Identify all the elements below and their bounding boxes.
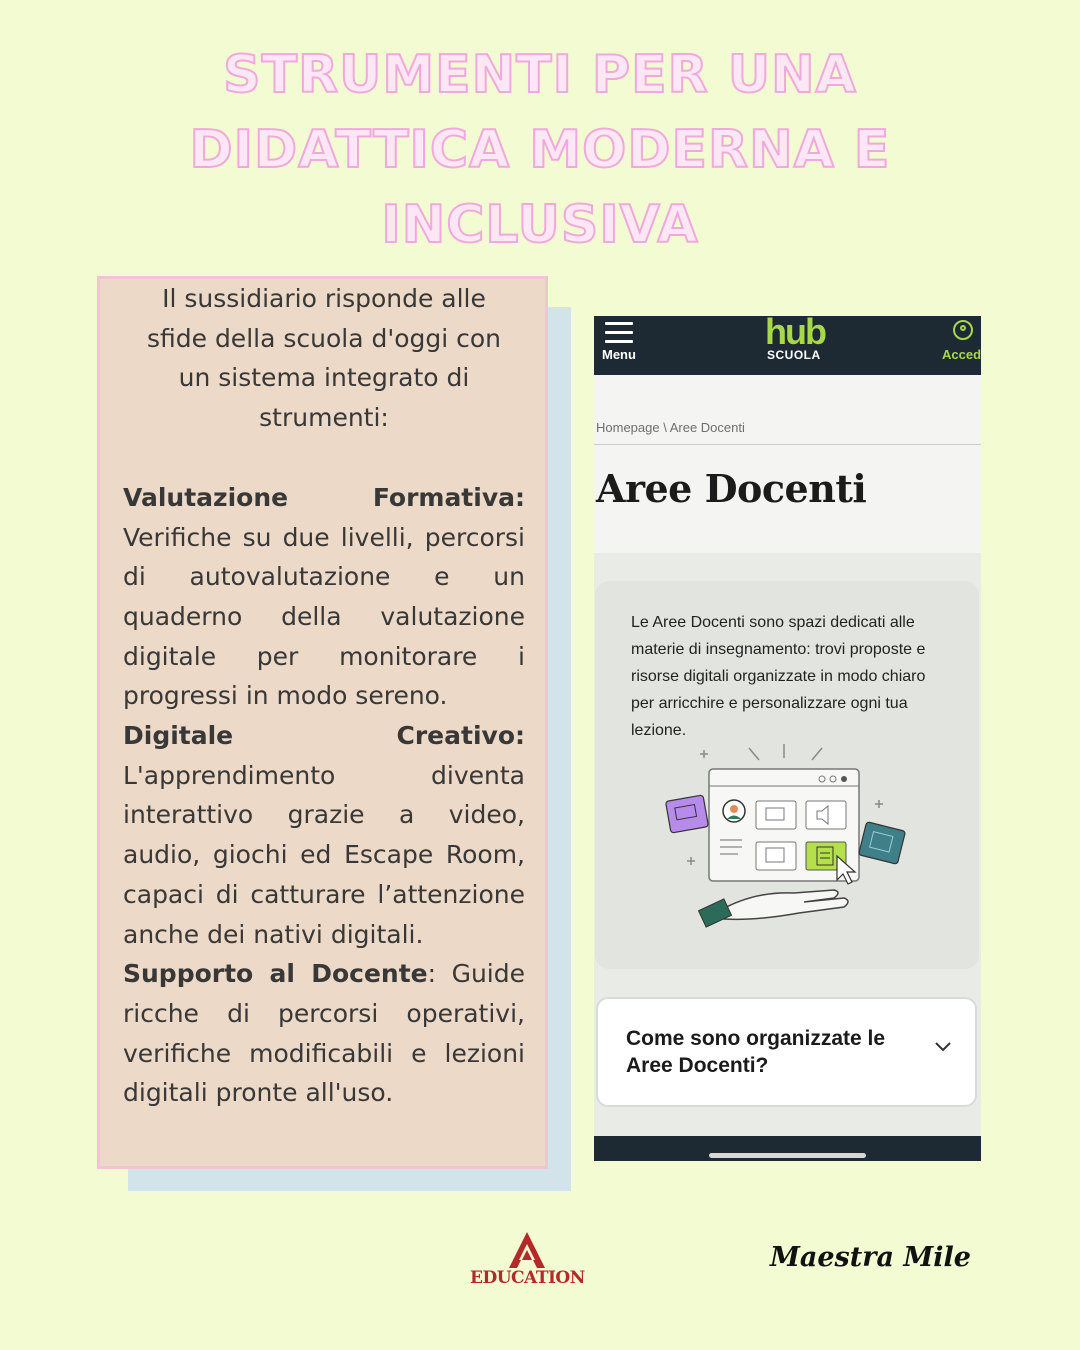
- section-heading: Valutazione Formativa:: [123, 482, 525, 512]
- app-header: [594, 316, 981, 375]
- phone-page-title: Aree Docenti: [596, 466, 867, 511]
- section-supporto: [123, 954, 525, 1113]
- section-body: Verifiche su due livelli, percorsi di autovalutazione e un quaderno della valutazione digitale per monitorare i progressi in modo sereno.: [123, 522, 525, 711]
- mondadori-logo-icon: [505, 1230, 549, 1270]
- faq-question: Come sono organizzate le Aree Docenti?: [626, 1027, 886, 1077]
- chevron-down-icon: [934, 1041, 952, 1053]
- section-body: : Guide ricche di percorsi operativi, verifiche modificabili e lezioni digitali pronte all'uso.: [123, 959, 525, 1108]
- faq-accordion[interactable]: [596, 997, 977, 1107]
- home-indicator: [709, 1153, 866, 1158]
- hub-logo-sub: SCUOLA: [767, 348, 821, 362]
- author-signature: Maestra Mile: [770, 1242, 971, 1273]
- page-title: STRUMENTI PER UNA DIDATTICA MODERNA E INCLUSIVA: [189, 45, 891, 255]
- section-digitale: [123, 716, 525, 954]
- phone-info-text: Le Aree Docenti sono spazi dedicati alle materie di insegnamento: trovi proposte e risorse digitali organizzate in modo chiaro per arricchire e personalizzare ogni tua lezione.: [631, 614, 926, 739]
- teacher-area-illustration-icon: [654, 736, 914, 936]
- breadcrumb[interactable]: Homepage \ Aree Docenti: [596, 420, 745, 435]
- section-heading: Supporto al Docente: [123, 959, 428, 989]
- section-body: L'apprendimento diventa interattivo grazie a video, audio, giochi ed Escape Room, capaci di catturare l’attenzione anche dei nativi digitali.: [123, 760, 525, 949]
- login-link[interactable]: Acced: [942, 347, 981, 362]
- divider: [594, 444, 981, 445]
- user-icon[interactable]: [953, 320, 973, 340]
- info-card: [97, 276, 548, 1169]
- brand-name: EDUCATION: [470, 1268, 585, 1288]
- intro-text: Il sussidiario risponde alle sfide della scuola d'oggi con un sistema integrato di strumenti:: [146, 284, 502, 433]
- hub-logo[interactable]: hub: [765, 316, 825, 352]
- section-valutazione: [123, 478, 525, 716]
- phone-screenshot: [594, 316, 981, 1161]
- menu-label[interactable]: Menu: [602, 347, 636, 362]
- section-heading: Digitale Creativo:: [123, 721, 525, 751]
- hamburger-menu-icon[interactable]: [605, 322, 633, 344]
